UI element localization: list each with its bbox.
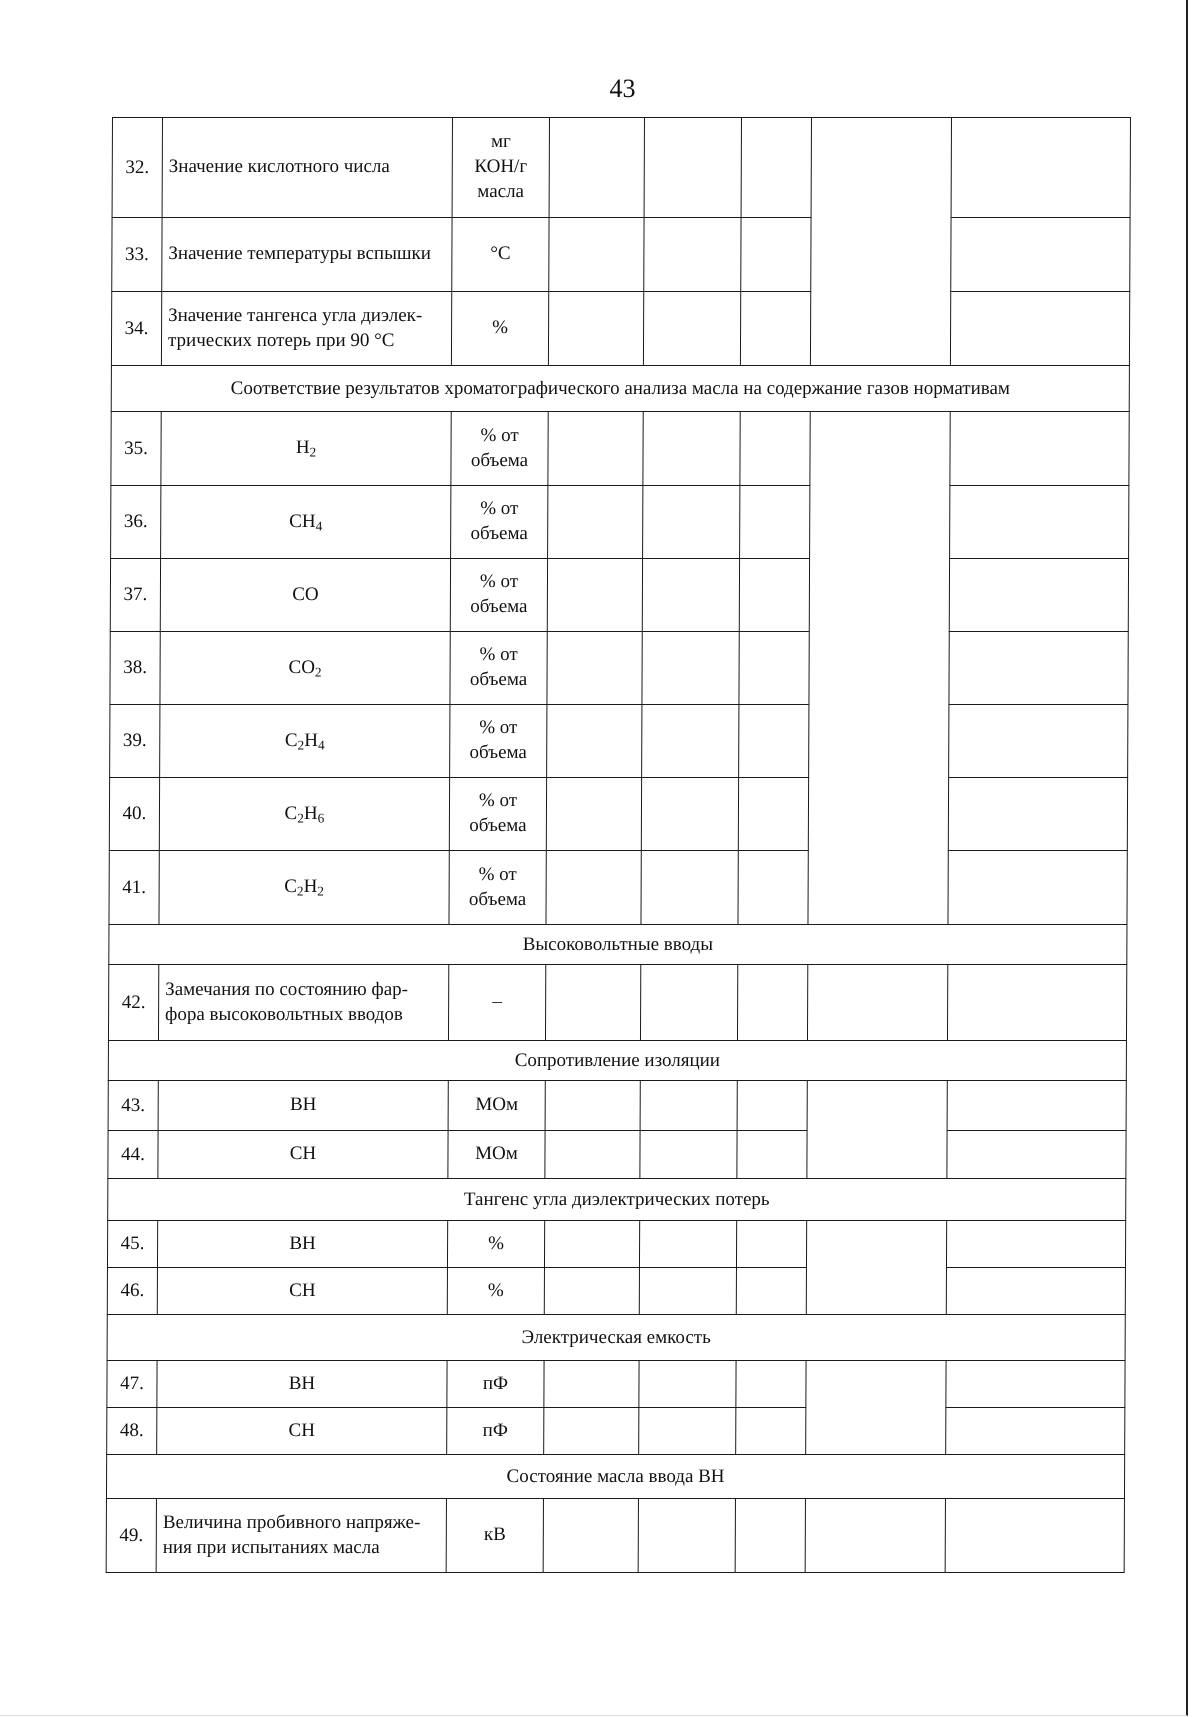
value-cell[interactable] [642, 705, 739, 778]
row-number: 37. [110, 559, 160, 632]
table-row [110, 632, 1128, 705]
conclusion-cell[interactable] [946, 1268, 1125, 1315]
section-header-row [109, 925, 1127, 965]
value-cell[interactable] [547, 559, 642, 632]
table-row [110, 559, 1128, 632]
value-cell[interactable] [642, 632, 739, 705]
merged-norm-cell[interactable] [810, 118, 951, 366]
value-cell[interactable] [736, 1408, 806, 1455]
table-row [107, 1408, 1125, 1455]
row-number: 46. [107, 1268, 157, 1315]
row-parameter: Замечания по состоянию фар-фора высоковольтных вводов [158, 965, 448, 1041]
value-cell[interactable] [549, 218, 644, 292]
value-cell[interactable] [546, 778, 641, 851]
conclusion-cell[interactable] [950, 412, 1129, 486]
value-cell[interactable] [739, 632, 809, 705]
table-row [111, 486, 1129, 559]
row-unit: °С [452, 218, 549, 292]
section-title: Тангенс угла диэлектрических потерь [108, 1179, 1126, 1221]
table-row [111, 412, 1129, 486]
section-header-row [108, 1179, 1126, 1221]
value-cell[interactable] [737, 965, 807, 1041]
value-cell[interactable] [547, 632, 642, 705]
section-header-row [107, 1315, 1125, 1361]
value-cell[interactable] [545, 965, 640, 1041]
table-row [106, 1499, 1124, 1573]
conclusion-cell[interactable] [948, 778, 1127, 851]
row-unit: % от объема [449, 778, 546, 851]
conclusion-cell[interactable] [945, 1499, 1124, 1573]
table-row [107, 1361, 1125, 1408]
table-row [107, 1268, 1125, 1315]
value-cell[interactable] [643, 412, 740, 486]
value-cell[interactable] [639, 1408, 736, 1455]
row-unit: пФ [447, 1361, 544, 1408]
value-cell[interactable] [548, 486, 643, 559]
row-parameter: СН [157, 1268, 447, 1315]
table-row [108, 1081, 1126, 1131]
table-row [112, 218, 1130, 292]
table-row [109, 778, 1127, 851]
row-unit: мг КОН/г масла [452, 118, 549, 218]
row-parameter: Значение температуры вспышки [162, 218, 452, 292]
row-unit: пФ [447, 1408, 544, 1455]
merged-norm-cell[interactable] [806, 1361, 946, 1455]
table-row [109, 851, 1127, 925]
row-parameter: ВН [157, 1361, 447, 1408]
value-cell[interactable] [736, 1221, 806, 1268]
conclusion-cell[interactable] [951, 218, 1130, 292]
value-cell[interactable] [546, 851, 641, 925]
merged-norm-cell[interactable] [806, 1221, 946, 1315]
row-parameter: ВН [158, 1081, 448, 1131]
value-cell[interactable] [738, 851, 808, 925]
value-cell[interactable] [740, 292, 810, 366]
merged-norm-cell[interactable] [808, 412, 950, 925]
row-parameter: Величина пробивного напряже-ния при испытаниях масла [156, 1499, 446, 1573]
conclusion-cell[interactable] [950, 486, 1129, 559]
section-header-row [106, 1455, 1124, 1499]
row-number: 43. [108, 1081, 158, 1131]
conclusion-cell[interactable] [946, 1221, 1125, 1268]
row-number: 45. [107, 1221, 157, 1268]
row-gas-formula: $CH_4$ [161, 486, 451, 559]
row-unit: % [451, 292, 548, 366]
value-cell[interactable] [639, 1221, 736, 1268]
table-row [112, 118, 1130, 218]
section-title: Состояние масла ввода ВН [106, 1455, 1124, 1499]
value-cell[interactable] [543, 1499, 638, 1573]
value-cell[interactable] [545, 1081, 640, 1131]
row-number: 36. [111, 486, 161, 559]
row-gas-formula: $C_2H_6$ [159, 778, 449, 851]
row-number: 42. [108, 965, 158, 1041]
row-number: 48. [107, 1408, 157, 1455]
row-gas-formula: $C_2H_4$ [160, 705, 450, 778]
section-title: Соответствие результатов хроматографического анализа масла на содержание газов нормативам [111, 366, 1129, 412]
value-cell[interactable] [737, 1131, 807, 1179]
conclusion-cell[interactable] [951, 118, 1130, 218]
conclusion-cell[interactable] [949, 559, 1128, 632]
value-cell[interactable] [549, 118, 644, 218]
row-unit: % [447, 1221, 544, 1268]
value-cell[interactable] [642, 559, 739, 632]
norm-cell[interactable] [807, 965, 947, 1041]
value-cell[interactable] [644, 118, 741, 218]
row-parameter: Значение кислотного числа [162, 118, 452, 218]
row-gas-formula: CO [160, 559, 450, 632]
page-number: 43 [609, 74, 636, 103]
protocol-table [106, 117, 1131, 1573]
value-cell[interactable] [644, 218, 741, 292]
value-cell[interactable] [740, 486, 810, 559]
value-cell[interactable] [638, 1499, 735, 1573]
value-cell[interactable] [643, 486, 740, 559]
value-cell[interactable] [640, 1081, 737, 1131]
value-cell[interactable] [740, 412, 810, 486]
row-unit: % от объема [450, 632, 547, 705]
table-row [110, 705, 1128, 778]
table-row [108, 965, 1126, 1041]
value-cell[interactable] [640, 965, 737, 1041]
section-title: Электрическая емкость [107, 1315, 1125, 1361]
row-parameter: СН [158, 1131, 448, 1179]
value-cell[interactable] [736, 1361, 806, 1408]
value-cell[interactable] [739, 559, 809, 632]
section-title: Высоковольтные вводы [109, 925, 1127, 965]
row-number: 35. [111, 412, 161, 486]
value-cell[interactable] [641, 778, 738, 851]
row-unit: % от объема [450, 705, 547, 778]
value-cell[interactable] [741, 118, 811, 218]
row-number: 49. [106, 1499, 156, 1573]
conclusion-cell[interactable] [946, 1361, 1125, 1408]
conclusion-cell[interactable] [948, 851, 1127, 925]
value-cell[interactable] [544, 1268, 639, 1315]
table-row [108, 1131, 1126, 1179]
row-number: 34. [111, 292, 161, 366]
value-cell[interactable] [641, 851, 738, 925]
row-unit: МОм [448, 1131, 545, 1179]
row-unit: % от объема [451, 412, 548, 486]
row-unit: % от объема [450, 559, 547, 632]
value-cell[interactable] [548, 412, 643, 486]
value-cell[interactable] [639, 1361, 736, 1408]
row-number: 41. [109, 851, 159, 925]
conclusion-cell[interactable] [947, 1131, 1126, 1179]
row-number: 44. [108, 1131, 158, 1179]
row-unit: кВ [446, 1499, 543, 1573]
conclusion-cell[interactable] [949, 632, 1128, 705]
row-gas-formula: $H_2$ [161, 412, 451, 486]
norm-cell[interactable] [805, 1499, 945, 1573]
value-cell[interactable] [639, 1268, 736, 1315]
value-cell[interactable] [738, 778, 808, 851]
row-gas-formula: $C_2H_2$ [159, 851, 449, 925]
row-parameter: Значение тангенса угла диэлек-трических потерь при 90 °С [161, 292, 451, 366]
conclusion-cell[interactable] [950, 292, 1129, 366]
conclusion-cell[interactable] [949, 705, 1128, 778]
value-cell[interactable] [735, 1499, 805, 1573]
merged-norm-cell[interactable] [807, 1081, 947, 1179]
row-unit: % от объема [451, 486, 548, 559]
value-cell[interactable] [640, 1131, 737, 1179]
conclusion-cell[interactable] [946, 1408, 1125, 1455]
value-cell[interactable] [643, 292, 740, 366]
row-number: 38. [110, 632, 160, 705]
table-row [107, 1221, 1125, 1268]
row-parameter: СН [157, 1408, 447, 1455]
row-number: 47. [107, 1361, 157, 1408]
value-cell[interactable] [544, 1361, 639, 1408]
value-cell[interactable] [545, 1131, 640, 1179]
value-cell[interactable] [741, 218, 811, 292]
section-header-row [108, 1041, 1126, 1081]
row-number: 32. [112, 118, 162, 218]
value-cell[interactable] [548, 292, 643, 366]
section-header-row [111, 366, 1129, 412]
row-parameter: ВН [157, 1221, 447, 1268]
conclusion-cell[interactable] [947, 1081, 1126, 1131]
value-cell[interactable] [737, 1081, 807, 1131]
row-number: 40. [109, 778, 159, 851]
value-cell[interactable] [544, 1408, 639, 1455]
value-cell[interactable] [739, 705, 809, 778]
row-unit: % [447, 1268, 544, 1315]
value-cell[interactable] [544, 1221, 639, 1268]
section-title: Сопротивление изоляции [108, 1041, 1126, 1081]
value-cell[interactable] [736, 1268, 806, 1315]
row-number: 33. [112, 218, 162, 292]
row-number: 39. [110, 705, 160, 778]
table-row [111, 292, 1129, 366]
row-gas-formula: $CO_2$ [160, 632, 450, 705]
conclusion-cell[interactable] [947, 965, 1126, 1041]
value-cell[interactable] [547, 705, 642, 778]
row-unit: % от объема [449, 851, 546, 925]
row-unit: – [448, 965, 545, 1041]
row-unit: МОм [448, 1081, 545, 1131]
